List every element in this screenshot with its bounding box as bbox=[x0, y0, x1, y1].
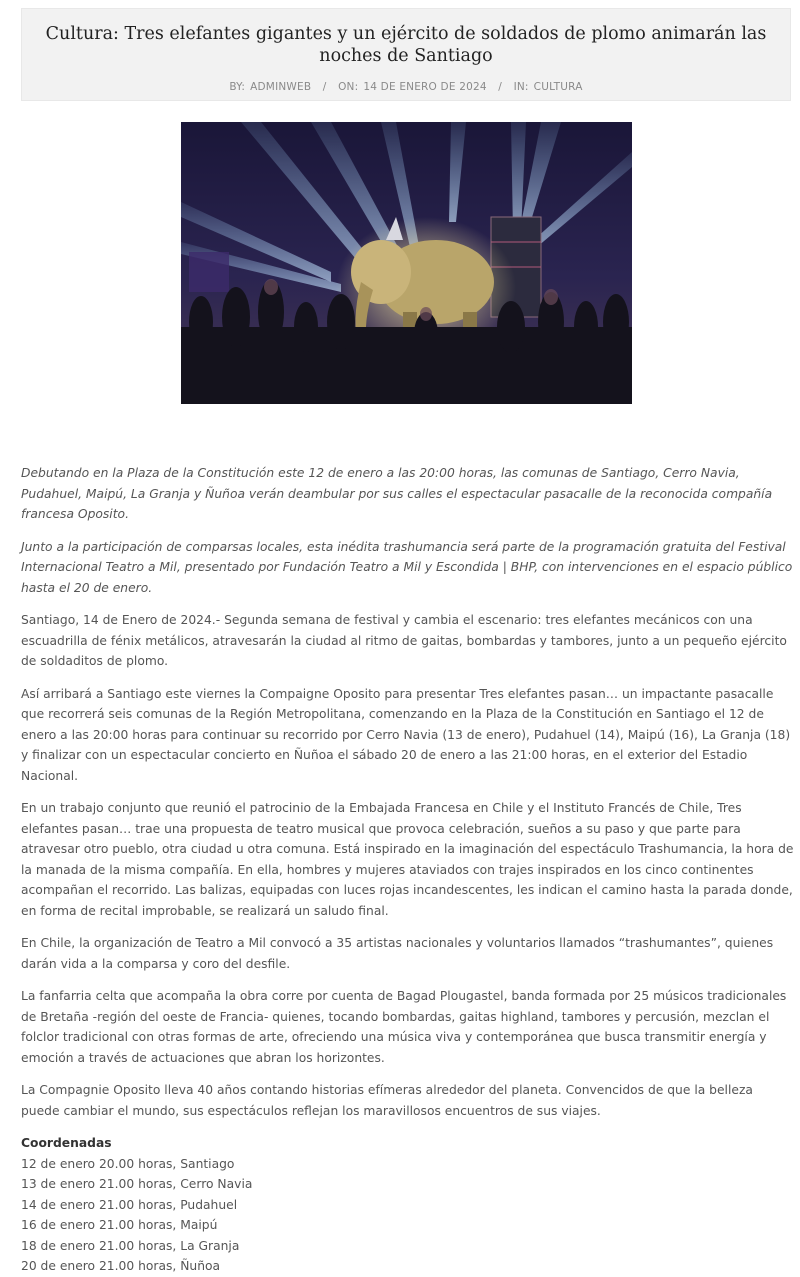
elephant-parade-photo bbox=[181, 122, 632, 404]
body-paragraph: La fanfarria celta que acompaña la obra corre por cuenta de Bagad Plougastel, banda formada por 25 músicos tradicionales de Bretaña -región del oeste de Francia- quienes, tocando bombardas, gaitas highland, tambores y percusión, mezclan el folclor tradicional con otras formas de arte, ofreciendo una música viva y contemporánea que busca transmitir energía y emoción a través de actuaciones que abran los horizontes. bbox=[21, 989, 787, 1065]
coordinates-item: 16 de enero 21.00 horas, Maipú bbox=[21, 1218, 218, 1232]
coordinates-section bbox=[21, 1133, 795, 1277]
meta-date: 14 DE ENERO DE 2024 bbox=[363, 81, 487, 93]
coordinates-item: 18 de enero 21.00 horas, La Granja bbox=[21, 1238, 240, 1253]
intro-paragraph: Junto a la participación de comparsas locales, esta inédita trashumancia será parte de la programación gratuita del Festival Internacional Teatro a Mil, presentado por Fundación Teatro a Mil y Escondida | BHP, con intervenciones en el espacio público hasta el 20 de enero. bbox=[21, 539, 793, 595]
body-paragraph: Así arribará a Santiago este viernes la Compaigne Oposito para presentar Tres elefantes pasan… un impactante pasacalle que recorrerá seis comunas de la Región Metropolitana, comenzando en la Plaza de la Constitución en Santiago el 12 de enero a las 20:00 horas para continuar su recorrido por Cerro Navia (13 de enero), Pudahuel (14), Maipú (16), La Granja (18) y finalizar con un espectacular concierto en Ñuñoa el sábado 20 de enero a las 21:00 horas, en el exterior del Estadio Nacional. bbox=[21, 686, 791, 783]
meta-separator: / bbox=[322, 81, 327, 93]
meta-category-link[interactable]: CULTURA bbox=[533, 81, 583, 93]
body-paragraph: En Chile, la organización de Teatro a Mil convocó a 35 artistas nacionales y voluntarios llamados “trashumantes”, quienes darán vida a la comparsa y coro del desfile. bbox=[21, 936, 774, 971]
body-paragraph: Santiago, 14 de Enero de 2024.- Segunda semana de festival y cambia el escenario: tres elefantes mecánicos con una escuadrilla de fénix metálicos, atravesarán la ciudad al ritmo de gaitas, bombardas y tambores, junto a un pequeño ejército de soldaditos de plomo. bbox=[21, 613, 787, 668]
meta-on-label: ON: bbox=[338, 81, 359, 93]
coordinates-item: 14 de enero 21.00 horas, Pudahuel bbox=[21, 1197, 238, 1212]
intro-paragraph: Debutando en la Plaza de la Constitución este 12 de enero a las 20:00 horas, las comunas de Santiago, Cerro Navia, Pudahuel, Maipú, La Granja y Ñuñoa verán deambular por sus calles el espectacular pasacalle de la reconocida compañía francesa Oposito. bbox=[21, 466, 773, 521]
article-meta bbox=[22, 81, 790, 93]
coordinates-item: 13 de enero 21.00 horas, Cerro Navia bbox=[21, 1177, 253, 1191]
article-title: Cultura: Tres elefantes gigantes y un ejército de soldados de plomo animarán las noches de Santiago bbox=[45, 24, 767, 66]
meta-separator: / bbox=[498, 81, 503, 93]
meta-in-label: IN: bbox=[513, 81, 529, 93]
article-header bbox=[21, 8, 791, 101]
coordinates-item: 12 de enero 20.00 horas, Santiago bbox=[21, 1156, 235, 1171]
article-hero-image bbox=[181, 122, 632, 404]
coordinates-title: Coordenadas bbox=[21, 1136, 112, 1150]
article-body bbox=[21, 463, 795, 1277]
body-paragraph: En un trabajo conjunto que reunió el patrocinio de la Embajada Francesa en Chile y el Instituto Francés de Chile, Tres elefantes pasan… trae una propuesta de teatro musical que provoca celebración, sueños a su paso y que parte para atravesar otro pueblo, otra ciudad u otra comuna. Está inspirado en la imaginación del espectáculo Trashumancia, la hora de la manada de la misma compañía. En ella, hombres y mujeres ataviados con trajes inspirados en los cinco continentes acompañan el recorrido. Las balizas, equipadas con luces rojas incandescentes, les indican el camino hasta la parada donde, en forma de recital improbable, se realizará un saludo final. bbox=[21, 801, 794, 918]
body-paragraph: La Compagnie Oposito lleva 40 años contando historias efímeras alrededor del planeta. Convencidos de que la belleza puede cambiar el mundo, sus espectáculos reflejan los maravillosos encuentros de sus viajes. bbox=[21, 1083, 753, 1118]
coordinates-item: 20 de enero 21.00 horas, Ñuñoa bbox=[21, 1259, 221, 1273]
meta-author-link[interactable]: ADMINWEB bbox=[250, 81, 312, 93]
meta-by-label: BY: bbox=[229, 81, 246, 93]
